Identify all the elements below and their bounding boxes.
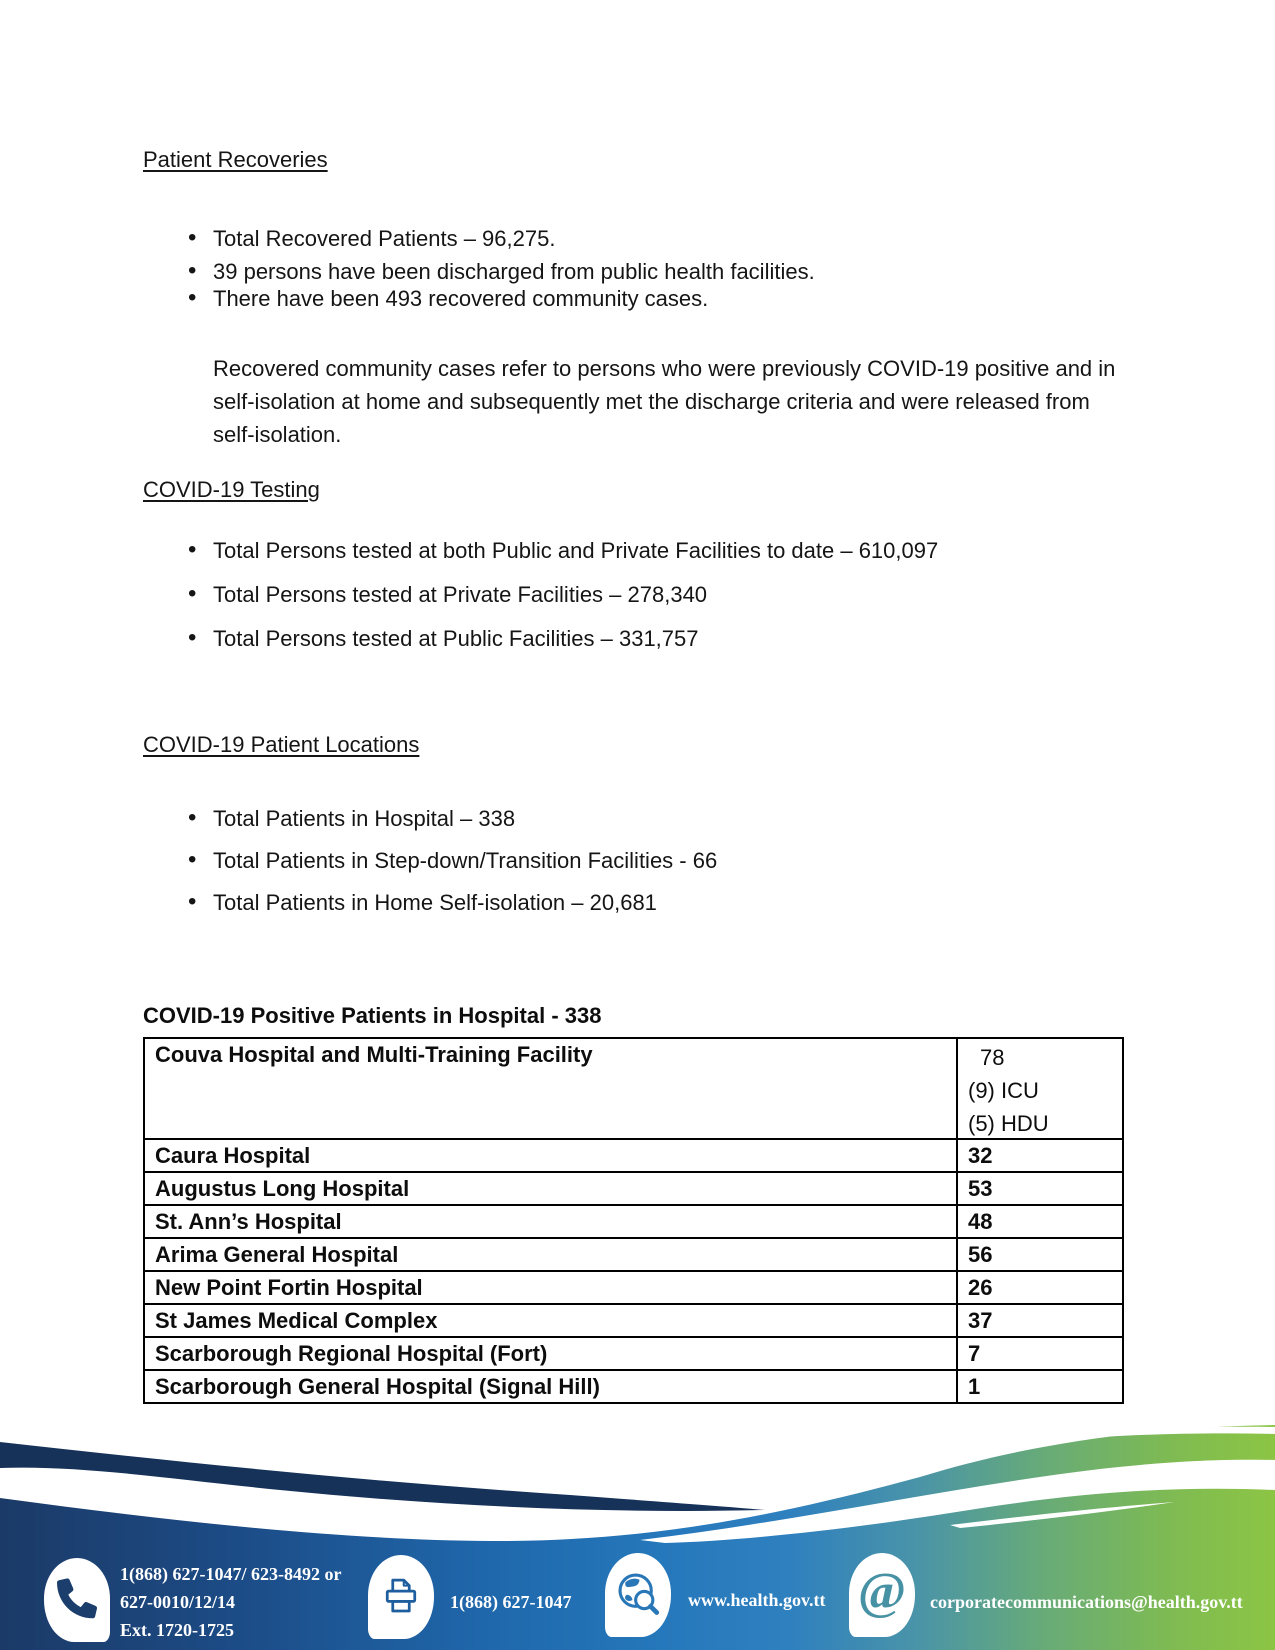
table-row bbox=[145, 1237, 1122, 1270]
facility-name-cell: St. Ann’s Hospital bbox=[145, 1206, 958, 1237]
table-row bbox=[145, 1171, 1122, 1204]
website-url-text: www.health.gov.tt bbox=[688, 1590, 826, 1610]
facility-name-cell: St James Medical Complex bbox=[145, 1305, 958, 1336]
section-heading-patient-recoveries: Patient Recoveries bbox=[143, 147, 328, 172]
bullet-item: • 39 persons have been discharged from public health facilities. bbox=[143, 258, 815, 285]
fax-printer-icon bbox=[368, 1555, 434, 1639]
email-address-text: corporatecommunications@health.gov.tt bbox=[930, 1592, 1243, 1612]
fax-number-text: 1(868) 627-1047 bbox=[450, 1592, 572, 1612]
table-row bbox=[145, 1303, 1122, 1336]
hospital-table-title: COVID-19 Positive Patients in Hospital - 338 bbox=[143, 1003, 602, 1028]
at-glyph: @ bbox=[857, 1562, 907, 1620]
bullet-item: • There have been 493 recovered community cases. bbox=[143, 285, 815, 312]
patient-count-cell bbox=[958, 1039, 1122, 1138]
patient-count-cell: 56 bbox=[968, 1242, 993, 1267]
footer-dark-swoosh bbox=[0, 1442, 765, 1511]
patient-count-cell: 48 bbox=[968, 1209, 993, 1234]
table-row bbox=[145, 1336, 1122, 1369]
recovered-community-cases-note: Recovered community cases refer to persons who were previously COVID-19 positive and in self-isolation at home and subsequently met the discharge criteria and were released from self-isolation. bbox=[213, 356, 1116, 447]
bullet-item: • Total Patients in Home Self-isolation – 20,681 bbox=[143, 889, 717, 916]
table-row bbox=[145, 1369, 1122, 1402]
hdu-count: (5) HDU bbox=[968, 1111, 1049, 1136]
positive-patients-hospital-table bbox=[143, 1037, 1124, 1404]
count-value: 78 bbox=[980, 1045, 1005, 1070]
facility-name-cell: Augustus Long Hospital bbox=[145, 1173, 958, 1204]
phone-line-3: Ext. 1720-1725 bbox=[120, 1620, 234, 1640]
facility-name-cell: Arima General Hospital bbox=[145, 1239, 958, 1270]
table-row bbox=[145, 1204, 1122, 1237]
facility-name-cell: Scarborough Regional Hospital (Fort) bbox=[145, 1338, 958, 1369]
patient-count-cell: 32 bbox=[968, 1143, 993, 1168]
phone-numbers-text bbox=[120, 1560, 341, 1644]
patient-count-cell: 26 bbox=[968, 1275, 993, 1300]
covid-testing-bullet-list bbox=[143, 537, 938, 652]
bullet-item: • Total Persons tested at both Public and Private Facilities to date – 610,097 bbox=[143, 537, 938, 564]
bullet-item: • Total Patients in Hospital – 338 bbox=[143, 805, 717, 832]
section-heading-covid-testing: COVID-19 Testing bbox=[143, 477, 320, 502]
at-email-icon bbox=[849, 1553, 915, 1637]
phone-line-1: 1(868) 627-1047/ 623-8492 or bbox=[120, 1564, 342, 1584]
icu-count: (9) ICU bbox=[968, 1078, 1039, 1103]
table-row bbox=[145, 1138, 1122, 1171]
phone-icon bbox=[44, 1558, 110, 1642]
section-heading-patient-locations: COVID-19 Patient Locations bbox=[143, 732, 420, 757]
facility-name-cell: Caura Hospital bbox=[145, 1140, 958, 1171]
facility-name-cell: New Point Fortin Hospital bbox=[145, 1272, 958, 1303]
bullet-item: • Total Persons tested at Private Facilities – 278,340 bbox=[143, 581, 938, 608]
patient-count-cell: 1 bbox=[968, 1374, 981, 1399]
facility-name-cell: Scarborough General Hospital (Signal Hill) bbox=[145, 1371, 958, 1402]
patient-locations-bullet-list bbox=[143, 805, 717, 916]
table-row bbox=[145, 1270, 1122, 1303]
patient-count-cell: 53 bbox=[968, 1176, 993, 1201]
globe-search-icon bbox=[605, 1553, 671, 1637]
patient-count-cell: 37 bbox=[968, 1308, 993, 1333]
table-row bbox=[145, 1039, 1122, 1138]
phone-line-2: 627-0010/12/14 bbox=[120, 1592, 235, 1612]
patient-count-cell: 7 bbox=[968, 1341, 981, 1366]
facility-name-cell: Couva Hospital and Multi-Training Facility bbox=[145, 1039, 958, 1138]
bullet-item: • Total Persons tested at Public Facilities – 331,757 bbox=[143, 625, 938, 652]
bullet-item: • Total Recovered Patients – 96,275. bbox=[143, 225, 815, 252]
bullet-item: • Total Patients in Step-down/Transition Facilities - 66 bbox=[143, 847, 717, 874]
patient-recoveries-bullet-list bbox=[143, 208, 815, 312]
